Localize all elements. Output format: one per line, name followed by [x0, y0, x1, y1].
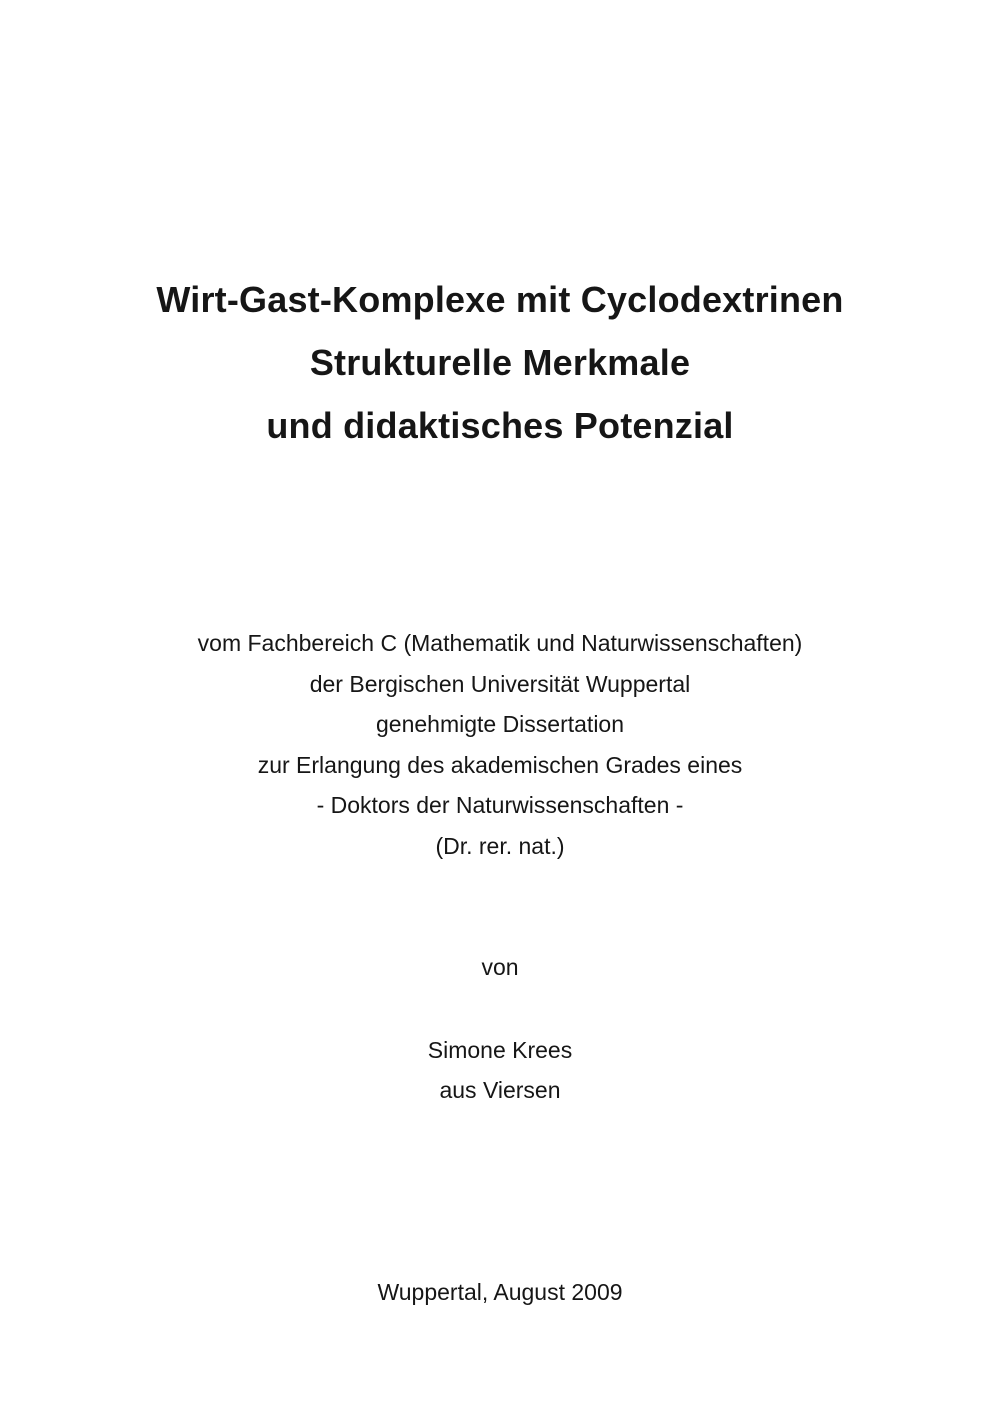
byline: von [481, 954, 519, 980]
dissertation-title [0, 268, 1000, 457]
approval-line-university: der Bergischen Universität Wuppertal [309, 670, 691, 697]
author-origin: aus Viersen [439, 1077, 561, 1103]
approval-line-degree-abbrev: (Dr. rer. nat.) [435, 832, 565, 859]
approval-statement [0, 623, 1000, 866]
author-name: Simone Krees [427, 1037, 573, 1063]
title-line-2: Strukturelle Merkmale [309, 342, 691, 383]
approval-line-dissertation: genehmigte Dissertation [375, 711, 625, 737]
title-line-3: und didaktisches Potenzial [266, 405, 734, 446]
approval-line-degree-purpose: zur Erlangung des akademischen Grades eines [257, 751, 743, 778]
place-and-date: Wuppertal, August 2009 [377, 1279, 623, 1305]
approval-line-faculty: vom Fachbereich C (Mathematik und Naturwissenschaften) [197, 630, 803, 656]
title-line-1: Wirt-Gast-Komplexe mit Cyclodextrinen [156, 279, 844, 320]
author-block [0, 1030, 1000, 1110]
approval-line-degree-name: - Doktors der Naturwissenschaften - [316, 792, 684, 818]
